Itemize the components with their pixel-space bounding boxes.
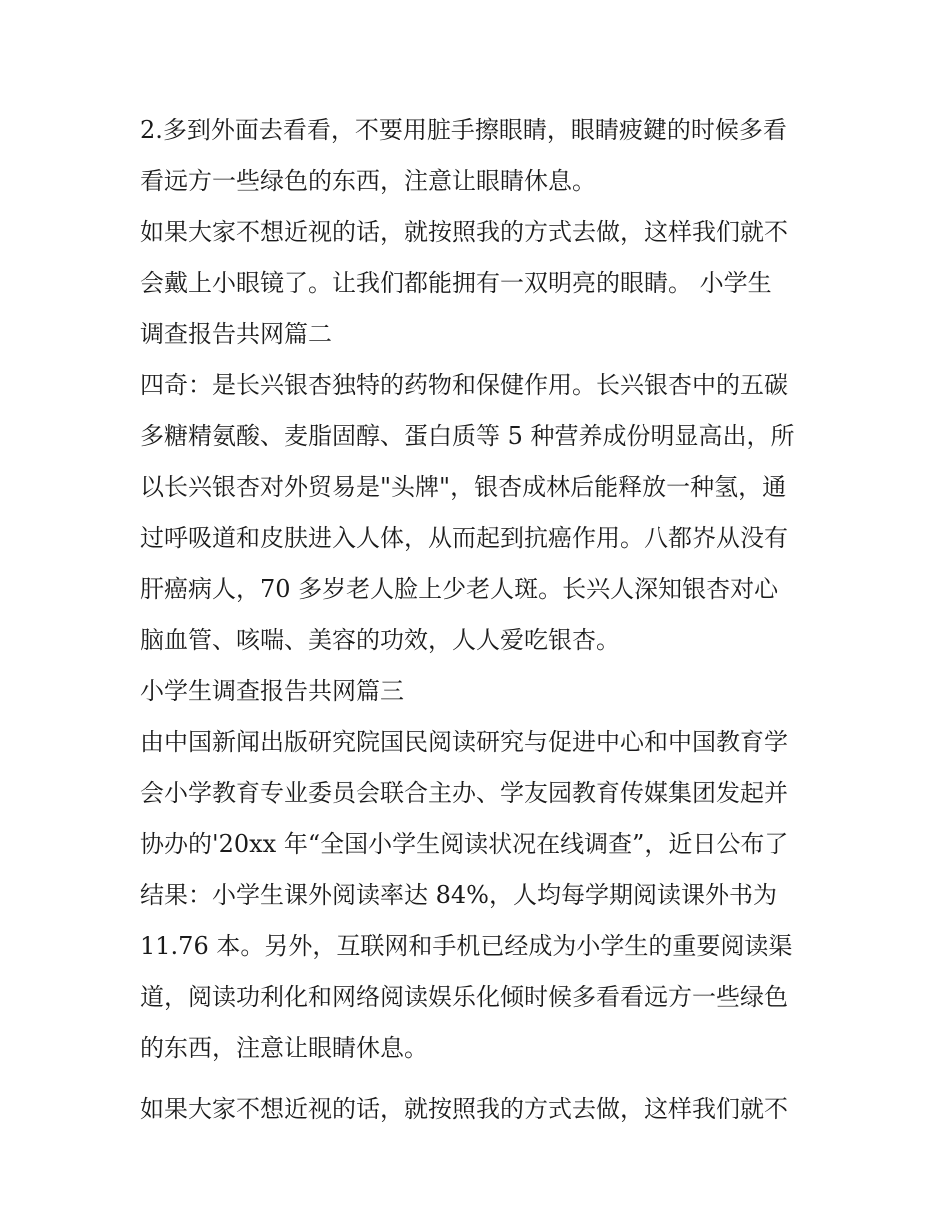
text-line: 协办的'20xx 年“全国小学生阅读状况在线调查”，近日公布了 [140,830,789,858]
text-line: 脑血管、咳喘、美容的功效，人人爱吃银杏。 [140,626,620,654]
text-line: 2.多到外面去看看，不要用脏手擦眼睛，眼睛疲鍵的时候多看 [140,116,787,144]
text-line: 看远方一些绿色的东西，注意让眼睛休息。 [140,167,596,195]
section-heading: 小学生调查报告共网篇三 [140,677,404,705]
text-line: 如果大家不想近视的话，就按照我的方式去做，这样我们就不 [140,218,788,246]
text-line: 由中国新闻出版研究院国民阅读研究与促进中心和中国教育学 [140,728,788,756]
paragraph-gap [140,1074,820,1084]
text-line: 过呼吸道和皮肤进入人体，从而起到抗癌作用。八都岕从没有 [140,524,788,552]
text-line: 多糖精氨酸、麦脂固醇、蛋白质等 5 种营养成份明显高出，所 [140,422,795,450]
text-line: 会小学教育专业委员会联合主办、学友园教育传媒集团发起并 [140,779,788,807]
text-line: 如果大家不想近视的话，就按照我的方式去做，这样我们就不 [140,1095,788,1123]
document-body [140,105,820,1135]
text-line: 四奇：是长兴银杏独特的药物和保健作用。长兴银杏中的五碳 [140,371,788,399]
text-line: 的东西，注意让眼睛休息。 [140,1034,428,1062]
section-heading: 调查报告共网篇二 [140,320,332,348]
text-line: 会戴上小眼镜了。让我们都能拥有一双明亮的眼睛。 小学生 [140,269,772,297]
text-line: 肝癌病人，70 多岁老人脸上少老人斑。长兴人深知银杏对心 [140,575,779,603]
text-line: 以长兴银杏对外贸易是"头牌"，银杏成林后能释放一种氢，通 [140,473,787,501]
text-line: 结果：小学生课外阅读率达 84%，人均每学期阅读课外书为 [140,881,777,909]
text-line: 道，阅读功利化和网络阅读娱乐化倾时候多看看远方一些绿色 [140,983,788,1011]
text-line: 11.76 本。另外，互联网和手机已经成为小学生的重要阅读渠 [140,932,793,960]
